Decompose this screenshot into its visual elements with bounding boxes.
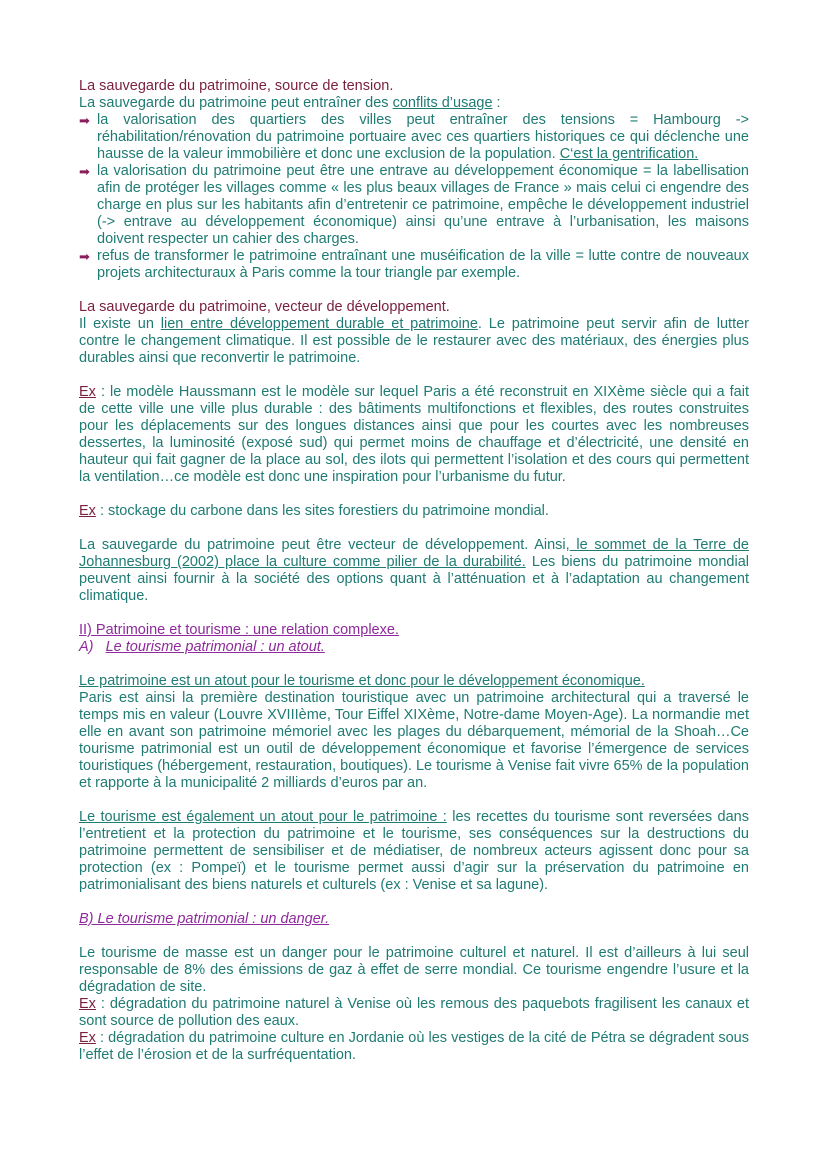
document-page — [79, 78, 749, 1064]
example-carbon: Ex : stockage du carbone dans les sites forestiers du patrimoine mondial. — [79, 503, 549, 519]
example-label: Ex — [79, 384, 96, 400]
arrow-right-icon: ➡ — [79, 164, 90, 179]
paragraph-sustainable: Il existe un lien entre développement durable et patrimoine. Le patrimoine peut servir afin de lutter contre le changement climatique. Il est possible de le restaurer avec des matériaux, des énergies plus durables ainsi que reconvertir le patrimoine. — [79, 316, 749, 366]
list-item: ➡ la valorisation des quartiers des villes peut entraîner des tensions = Hambourg -> réhabilitation/rénovation du patrimoine portuaire avec ces quartiers historiques ce qui déclenche une hausse de la valeur immobilière et donc une exclusion de la population. C‘est la gentrification. — [79, 112, 749, 162]
gentrification-link: C‘est la gentrification. — [559, 146, 699, 162]
paragraph-johannesburg: La sauvegarde du patrimoine peut être vecteur de développement. Ainsi, le sommet de la Terre de Johannesburg (2002) place la culture comme pilier de la durabilité. Les biens du patrimoine mondial peuvent ainsi fournir à la société des options quant à l’atténuation et à l’adaptation au changement climatique. — [79, 537, 749, 604]
example-petra: Ex : dégradation du patrimoine culture en Jordanie où les vestiges de la cité de Pétra se dégradent sous l’effet de l’érosion et de la surfréquentation. — [79, 1030, 749, 1063]
subheading-a: A) Le tourisme patrimonial : un atout. — [79, 639, 325, 655]
paragraph-conflicts-intro: La sauvegarde du patrimoine peut entraîner des conflits d’usage : — [79, 95, 501, 111]
subheading-b: B) Le tourisme patrimonial : un danger. — [79, 911, 330, 927]
list-item: ➡ refus de transformer le patrimoine entraînant une muséification de la ville = lutte contre de nouveaux projets architecturaux à Paris comme la tour triangle par exemple. — [79, 248, 749, 281]
part-heading: II) Patrimoine et tourisme : une relation complexe. — [79, 622, 399, 638]
list-item: ➡ la valorisation du patrimoine peut être une entrave au développement économique = la labellisation afin de protéger les villages comme « les plus beaux villages de France » mais celui ci engendre des charge en plus sur les habitants afin d’entretenir ce patrimoine, empêche le développement industriel (-> entrave au développement économique) ainsi qu’une entrave à l’urbanisation, les maisons doivent respecter un cahier des charges. — [79, 163, 749, 247]
example-venice: Ex : dégradation du patrimoine naturel à Venise où les remous des paquebots fragilisent les canaux et sont source de pollution des eaux. — [79, 996, 749, 1029]
paragraph-recettes: Le tourisme est également un atout pour le patrimoine : les recettes du tourisme sont reversées dans l’entretient et la protection du patrimoine et le tourisme, ses conséquences sur la destructions du patrimoine permettent de sensibiliser et de médiatiser, de nombreux acteurs agissent donc pour sa protection (ex : Pompeï) et le tourisme permet aussi d’agir sur la préservation du patrimoine en patrimonialisant des biens naturels et culturels (ex : Venise et sa lagune). — [79, 809, 749, 893]
example-haussmann: Ex : le modèle Haussmann est le modèle sur lequel Paris a été reconstruit en XIXème siècle qui a fait de cette ville une ville plus durable : des bâtiments multifonctions et flexibles, des routes construites pour les déplacements sur des longues distances ainsi que pour les courtes avec les nombreuses dessertes, la luminosité (exposé sud) qui permet moins de chauffage et d’électricité, une densité en hauteur qui fait gagner de la place au sol, des ilots qui permettent l’isolation et des cours qui permettent la ventilation…ce modèle est donc une inspiration pour l’urbanisme du futur. — [79, 384, 749, 485]
example-label: Ex — [79, 996, 96, 1012]
arrow-right-icon: ➡ — [79, 113, 90, 128]
paragraph-title-atout: Le patrimoine est un atout pour le tourisme et donc pour le développement économique. — [79, 673, 645, 689]
sustainable-link: lien entre développement durable et patrimoine — [160, 316, 478, 332]
paragraph-mass-tourism: Le tourisme de masse est un danger pour le patrimoine culturel et naturel. Il est d’ailleurs à lui seul responsable de 8% des émissions de gaz à effet de serre mondial. Ce tourisme engendre l’usure et la dégradation de site. — [79, 945, 749, 995]
section-title-tension: La sauvegarde du patrimoine, source de tension. — [79, 78, 394, 94]
conflicts-link: conflits d’usage — [392, 95, 493, 111]
example-label: Ex — [79, 1030, 96, 1046]
paragraph-paris: Paris est ainsi la première destination touristique avec un patrimoine architectural qui a traversé le temps mis en valeur (Louvre XVIIIème, Tour Eiffel XIXème, Notre-dame Moyen-Age). La normandie met elle en avant son patrimoine mémoriel avec les plages du débarquement, mémorial de la Shoah…Ce tourisme patrimonial est un outil de développement économique et favorise l’émergence de services touristiques (hébergement, restauration, boutiques). Le tourisme à Venise fait vivre 65% de la population et rapporte à la municipalité 2 milliards d’euros par an. — [79, 690, 749, 791]
example-label: Ex — [79, 503, 96, 519]
atout-link: Le tourisme est également un atout pour le patrimoine : — [79, 809, 447, 825]
section-title-development: La sauvegarde du patrimoine, vecteur de développement. — [79, 299, 450, 315]
johannesburg-link: le sommet de la Terre de Johannesburg (2002) place la culture comme pilier de la durabilité. — [79, 537, 749, 570]
arrow-right-icon: ➡ — [79, 249, 90, 264]
